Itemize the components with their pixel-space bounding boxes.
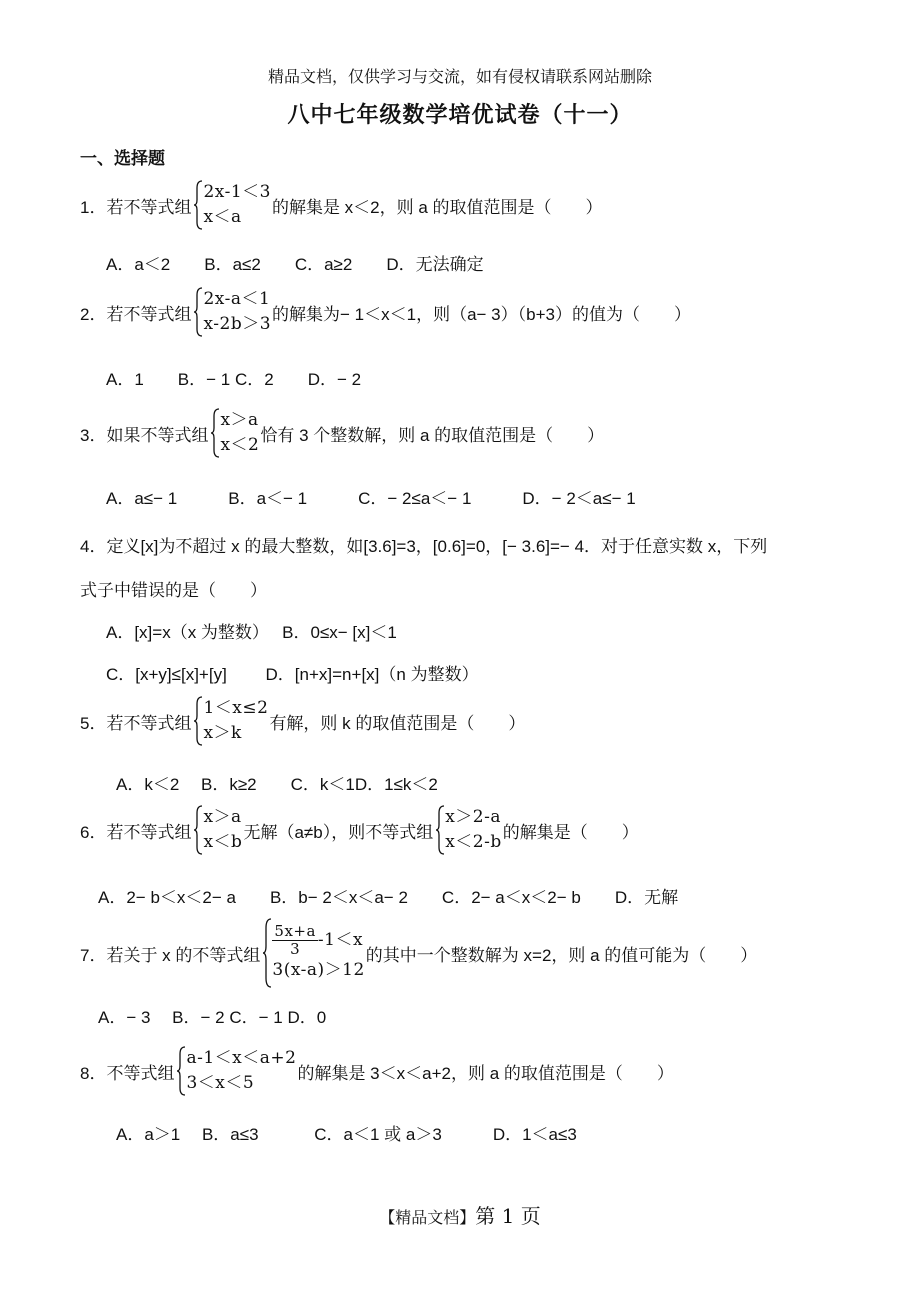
question-8-options: A．a＞1 B．a≤3 C．a＜1 或 a＞3 D．1＜a≤3 — [116, 1125, 577, 1144]
question-2: 2．若不等式组 2x-a＜1 x-2b＞3 的解集为− 1＜x＜1，则（a− 3）（b+3）的值为（ ） — [80, 287, 691, 337]
question-5-options: A．k＜2 B．k≥2 C．k＜1D．1≤k＜2 — [116, 775, 438, 794]
question-6: 6．若不等式组 x＞a x＜b 无解（a≠b），则不等式组 x＞2-a x＜2-b 的解集是（ ） — [80, 805, 639, 855]
question-8: 8．不等式组 a-1＜x＜a+2 3＜x＜5 的解集是 3＜x＜a+2，则 a 的取值范围是（ ） — [80, 1046, 674, 1096]
inequality-system: x＞a x＜2 — [210, 408, 259, 458]
question-1: 1．若不等式组 2x-1＜3 x＜a 的解集是 x＜2，则 a 的取值范围是（ ） — [80, 180, 603, 230]
inequality-system: a-1＜x＜a+2 3＜x＜5 — [176, 1046, 296, 1096]
exam-title: 八中七年级数学培优试卷（十一） — [287, 103, 633, 128]
brace-icon — [176, 1046, 186, 1096]
question-7: 7．若关于 x 的不等式组 $\frac{5x+a}{3}$ -1＜x 3(x-a)＞12 的其中一个整数解为 x=2，则 a 的值可能为（ ） — [80, 918, 757, 988]
inequality-system: 2x-1＜3 x＜a — [193, 180, 270, 230]
question-4-options-2: C．[x+y]≤[x]+[y] D．[n+x]=n+[x]（n 为整数） — [106, 665, 479, 684]
question-4-line-2: 式子中错误的是（ ） — [80, 581, 267, 600]
inequality-system: 1＜x≤2 x＞k — [193, 696, 268, 746]
brace-icon — [435, 805, 445, 855]
brace-icon — [193, 696, 203, 746]
question-4-options-1: A．[x]=x（x 为整数） B．0≤x− [x]＜1 — [106, 623, 397, 642]
question-4-line-1: 4．定义[x]为不超过 x 的最大整数，如[3.6]=3，[0.6]=0，[− 3.6]=− 4．对于任意实数 x，下列 — [80, 537, 768, 556]
inequality-system: $\frac{5x+a}{3}$ -1＜x 3(x-a)＞12 — [262, 918, 364, 988]
page-number: 第 1 页 — [475, 1204, 541, 1228]
footer-label: 【精品文档】 — [379, 1208, 476, 1227]
question-2-options: A．1 B．− 1 C．2 D．− 2 — [106, 370, 362, 389]
question-3: 3．如果不等式组 x＞a x＜2 恰有 3 个整数解，则 a 的取值范围是（ ） — [80, 408, 604, 458]
inequality-system: x＞a x＜b — [193, 805, 242, 855]
inequality-system-2: x＞2-a x＜2-b — [435, 805, 502, 855]
question-1-options: A．a＜2 B．a≤2 C．a≥2 D．无法确定 — [106, 255, 484, 274]
question-3-options: A．a≤− 1 B．a＜− 1 C．− 2≤a＜− 1 D．− 2＜a≤− 1 — [106, 489, 636, 508]
question-5: 5．若不等式组 1＜x≤2 x＞k 有解，则 k 的取值范围是（ ） — [80, 696, 525, 746]
brace-icon — [262, 918, 272, 988]
copyright-notice: 精品文档，仅供学习与交流，如有侵权请联系网站删除 — [267, 67, 652, 86]
section-heading: 一、选择题 — [80, 149, 165, 169]
brace-icon — [193, 287, 203, 337]
question-6-options: A．2− b＜x＜2− a B．b− 2＜x＜a− 2 C．2− a＜x＜2− b D．无解 — [98, 888, 679, 907]
brace-icon — [193, 180, 203, 230]
brace-icon — [210, 408, 220, 458]
page-footer — [0, 1200, 920, 1229]
question-7-options: A．− 3 B．− 2 C．− 1 D．0 — [98, 1008, 327, 1027]
inequality-system: 2x-a＜1 x-2b＞3 — [193, 287, 271, 337]
brace-icon — [193, 805, 203, 855]
